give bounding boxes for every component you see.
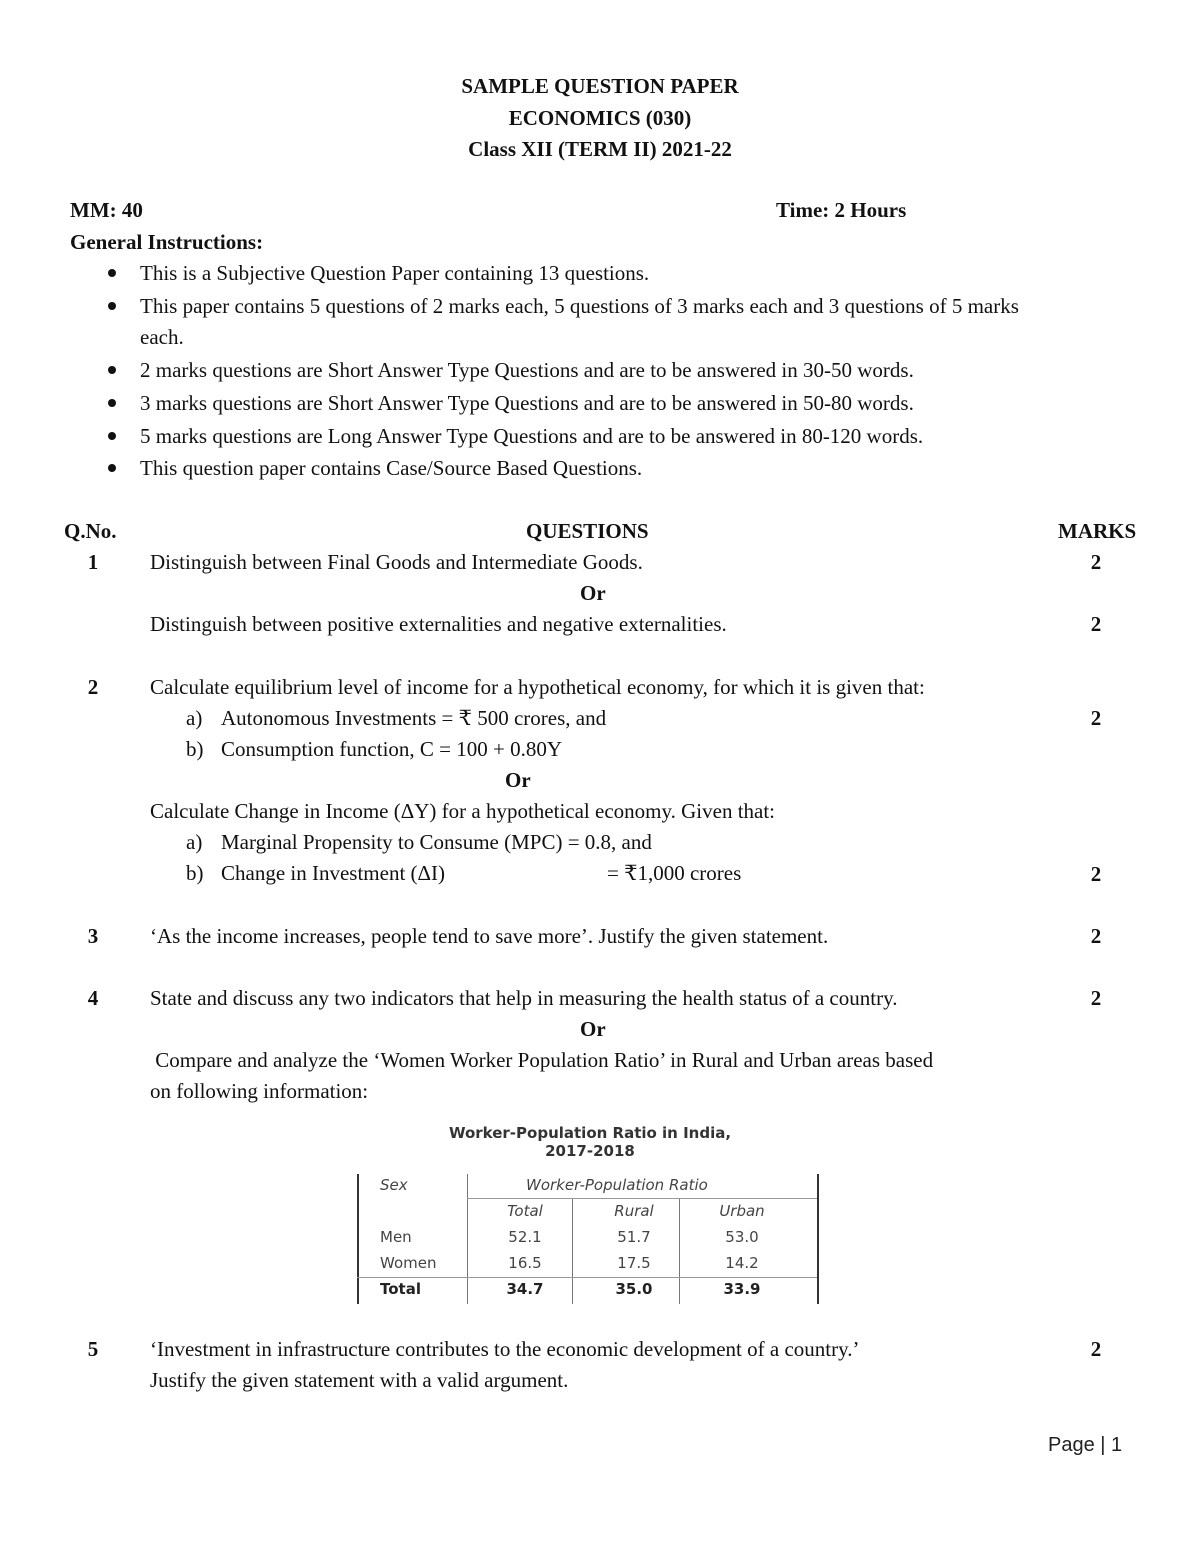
question-marks: 2 bbox=[1090, 924, 1102, 948]
question-number: 4 bbox=[87, 986, 99, 1010]
table-header-total: Total bbox=[507, 1202, 543, 1220]
cell-rural: 51.7 bbox=[617, 1228, 651, 1246]
question-text: Distinguish between Final Goods and Intermediate Goods. bbox=[150, 550, 643, 574]
alternate-question-text: Compare and analyze the ‘Women Worker Population Ratio’ in Rural and Urban areas based bbox=[150, 1048, 934, 1072]
question-marks: 2 bbox=[1090, 550, 1102, 574]
bullet-icon bbox=[108, 399, 116, 407]
instructions-heading: General Instructions: bbox=[70, 230, 264, 254]
alternate-question-marks: 2 bbox=[1090, 862, 1102, 886]
bullet-icon bbox=[108, 432, 116, 440]
question-text: State and discuss any two indicators that help in measuring the health status of a country. bbox=[150, 986, 898, 1010]
table-divider bbox=[679, 1199, 680, 1304]
cell-urban: 33.9 bbox=[723, 1280, 761, 1298]
alternate-question-text: Calculate Change in Income (ΔY) for a hypothetical economy. Given that: bbox=[150, 799, 776, 823]
table-title: Worker-Population Ratio in India, bbox=[448, 1124, 732, 1142]
table-header-group: Worker-Population Ratio bbox=[526, 1176, 708, 1194]
instruction-item-continued: each. bbox=[140, 325, 184, 349]
sub-item-text: Consumption function, C = 100 + 0.80Y bbox=[221, 737, 563, 761]
or-separator: Or bbox=[580, 1017, 606, 1041]
cell-total: 16.5 bbox=[508, 1254, 542, 1272]
instruction-item: This paper contains 5 questions of 2 marks each, 5 questions of 3 marks each and 3 questions of 5 marks bbox=[140, 294, 1019, 318]
bullet-icon bbox=[108, 464, 116, 472]
instruction-item: 3 marks questions are Short Answer Type Questions and are to be answered in 50-80 words. bbox=[140, 391, 914, 415]
sub-item-text: Marginal Propensity to Consume (MPC) = 0.8, and bbox=[221, 830, 652, 854]
table-header-urban: Urban bbox=[719, 1202, 765, 1220]
sub-item-label: a) bbox=[186, 830, 203, 854]
question-text: ‘As the income increases, people tend to save more’. Justify the given statement. bbox=[150, 924, 829, 948]
sub-item-label: b) bbox=[186, 737, 204, 761]
table-header-rural: Rural bbox=[614, 1202, 654, 1220]
cell-rural: 35.0 bbox=[615, 1280, 653, 1298]
bullet-icon bbox=[108, 269, 116, 277]
question-marks: 2 bbox=[1090, 986, 1102, 1010]
sub-item-value: = ₹1,000 crores bbox=[607, 861, 742, 885]
time-allowed: Time: 2 Hours bbox=[776, 198, 907, 222]
or-separator: Or bbox=[505, 768, 531, 792]
sub-item-label: b) bbox=[186, 861, 204, 885]
alternate-question-text: Distinguish between positive externalities and negative externalities. bbox=[150, 612, 727, 636]
row-label: Men bbox=[380, 1228, 412, 1246]
sub-item-text: Change in Investment (ΔI) bbox=[221, 861, 446, 885]
instruction-item: 2 marks questions are Short Answer Type Questions and are to be answered in 30-50 words. bbox=[140, 358, 914, 382]
table-header-sex: Sex bbox=[380, 1176, 408, 1194]
table-divider bbox=[572, 1199, 573, 1304]
alternate-question-text-continued: on following information: bbox=[150, 1079, 369, 1103]
cell-urban: 14.2 bbox=[725, 1254, 759, 1272]
max-marks: MM: 40 bbox=[70, 198, 143, 222]
instruction-item: 5 marks questions are Long Answer Type Questions and are to be answered in 80-120 words. bbox=[140, 424, 924, 448]
question-number: 1 bbox=[87, 550, 99, 574]
question-marks: 2 bbox=[1090, 1337, 1102, 1361]
table-rule bbox=[357, 1277, 817, 1278]
table-border-right bbox=[817, 1174, 819, 1304]
paper-title: SAMPLE QUESTION PAPER bbox=[461, 74, 739, 98]
or-separator: Or bbox=[580, 581, 606, 605]
table-divider bbox=[467, 1174, 468, 1304]
cell-total: 52.1 bbox=[508, 1228, 542, 1246]
bullet-icon bbox=[108, 302, 116, 310]
subject-title: ECONOMICS (030) bbox=[508, 106, 692, 130]
question-number: 2 bbox=[87, 675, 99, 699]
question-text: Calculate equilibrium level of income for a hypothetical economy, for which it is given that: bbox=[150, 675, 925, 699]
worker-population-table bbox=[340, 1122, 840, 1307]
question-number: 3 bbox=[87, 924, 99, 948]
sub-item-text: Autonomous Investments = ₹ 500 crores, and bbox=[221, 706, 607, 730]
cell-rural: 17.5 bbox=[617, 1254, 651, 1272]
qno-column-header: Q.No. bbox=[64, 519, 117, 543]
marks-column-header: MARKS bbox=[1058, 519, 1137, 543]
table-rule bbox=[467, 1198, 817, 1199]
question-number: 5 bbox=[87, 1337, 99, 1361]
cell-urban: 53.0 bbox=[725, 1228, 759, 1246]
question-text-continued: Justify the given statement with a valid argument. bbox=[150, 1368, 569, 1392]
instruction-item: This question paper contains Case/Source Based Questions. bbox=[140, 456, 643, 480]
question-text: ‘Investment in infrastructure contributes to the economic development of a country.’ bbox=[150, 1337, 860, 1361]
table-border-left bbox=[357, 1174, 359, 1304]
alternate-question-marks: 2 bbox=[1090, 612, 1102, 636]
row-label: Women bbox=[380, 1254, 437, 1272]
table-subtitle: 2017-2018 bbox=[545, 1142, 635, 1160]
instruction-item: This is a Subjective Question Paper containing 13 questions. bbox=[140, 261, 650, 285]
class-title: Class XII (TERM II) 2021-22 bbox=[468, 137, 732, 161]
questions-column-header: QUESTIONS bbox=[526, 519, 649, 543]
cell-total: 34.7 bbox=[506, 1280, 544, 1298]
question-marks: 2 bbox=[1090, 706, 1102, 730]
page-number: Page | 1 bbox=[1048, 1434, 1123, 1456]
sub-item-label: a) bbox=[186, 706, 203, 730]
bullet-icon bbox=[108, 366, 116, 374]
row-label: Total bbox=[380, 1280, 421, 1298]
